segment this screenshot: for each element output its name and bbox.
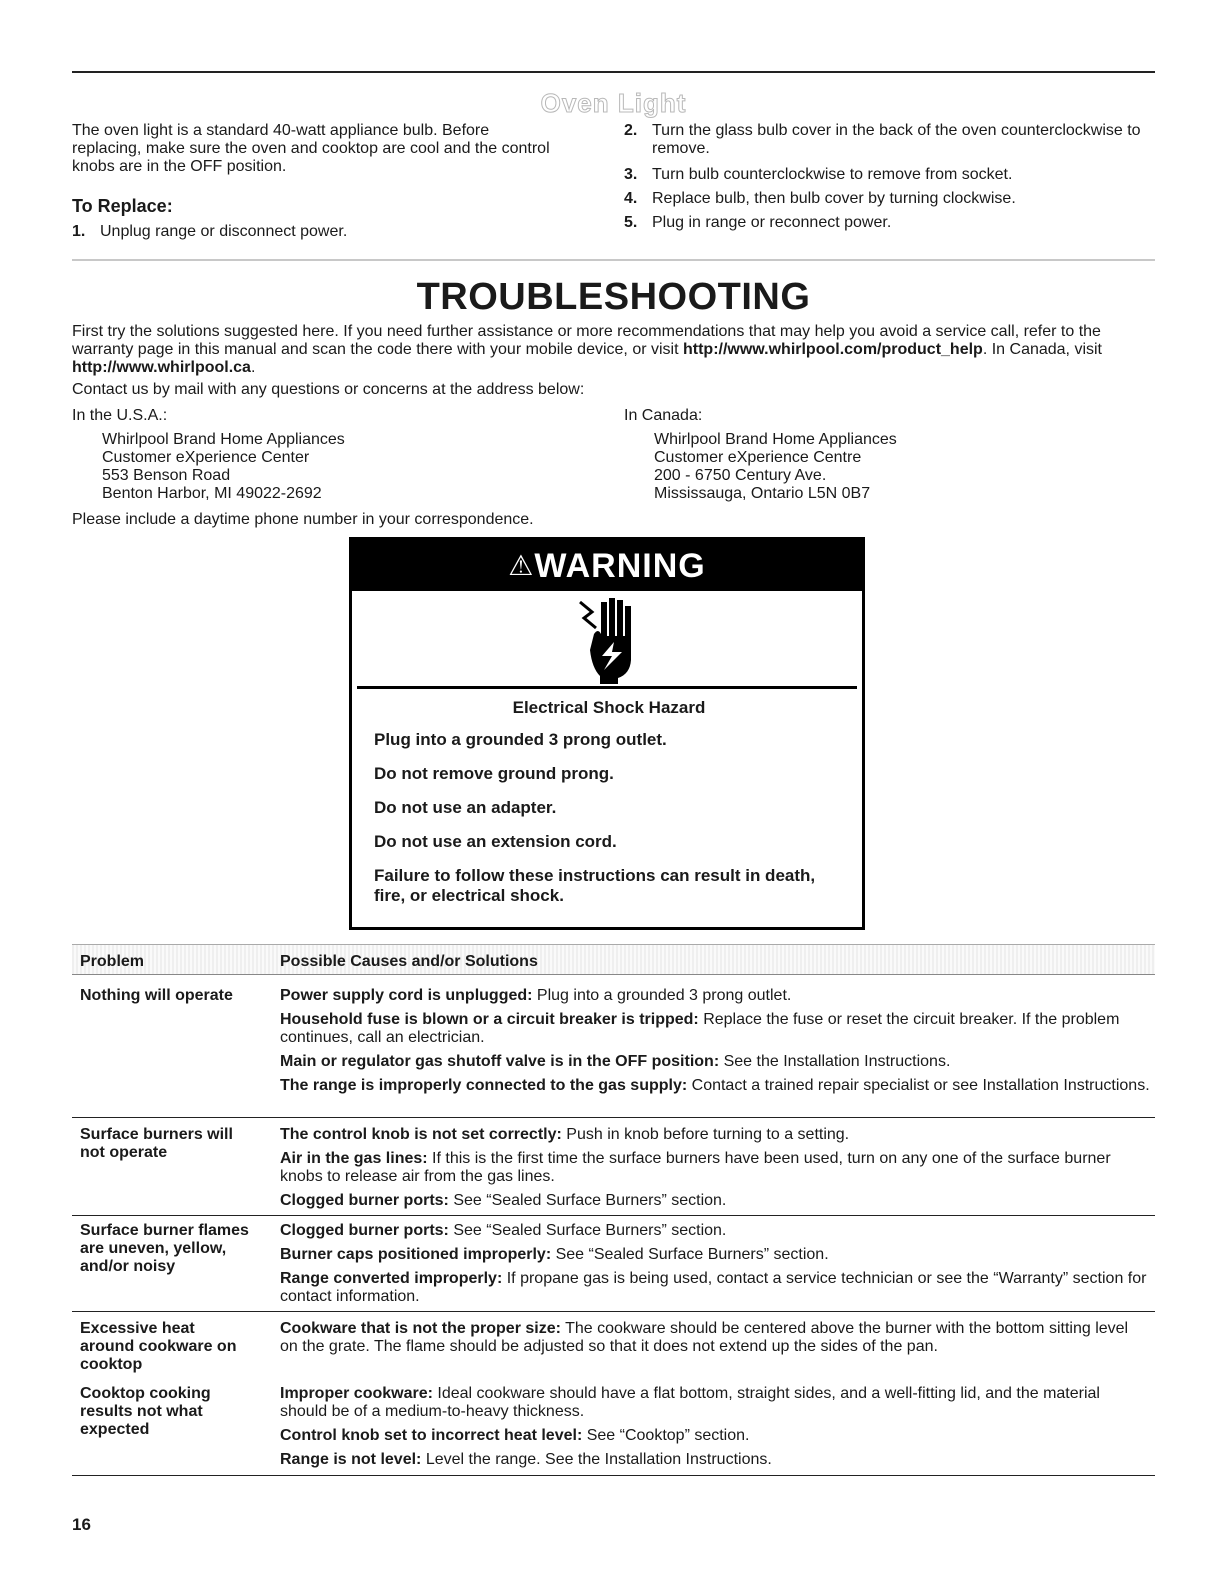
cause-text: Burner caps positioned improperly:: [280, 1246, 552, 1263]
us-label: In the U.S.A.:: [72, 407, 168, 424]
problem-cell: Surface burner flames are uneven, yellow, and/or noisy: [80, 1222, 249, 1275]
cause-text: Control knob set to incorrect heat level:: [280, 1427, 583, 1444]
solution-item: [280, 1222, 1150, 1240]
to-replace-heading: To Replace:: [72, 196, 173, 216]
problem-cell: Surface burners will not operate: [80, 1126, 233, 1161]
replace-step: [624, 214, 1144, 232]
warning-line: Do not remove ground prong.: [374, 764, 614, 783]
address-line: Mississauga, Ontario L5N 0B7: [654, 485, 871, 502]
table-header-band: [72, 944, 1155, 974]
replace-step: [624, 166, 1144, 184]
problem-cell: Excessive heat around cookware on cooktop: [80, 1320, 237, 1373]
problem-cell: Nothing will operate: [80, 987, 233, 1004]
solution-item: [280, 1192, 1150, 1210]
warning-line: Do not use an adapter.: [374, 798, 557, 817]
row-divider: [72, 1311, 1155, 1312]
step-number: 4.: [624, 190, 638, 207]
electric-shock-hand-icon: [357, 594, 857, 686]
solutions-cell: [280, 987, 1150, 1101]
ca-address-block: [624, 407, 1144, 503]
cause-text: The range is improperly connected to the gas supply:: [280, 1077, 688, 1094]
fix-text: Contact a trained repair specialist or see Installation Instructions.: [687, 1077, 1150, 1094]
step-text: Replace bulb, then bulb cover by turning clockwise.: [652, 190, 1016, 207]
warning-body: [374, 698, 844, 920]
whirlpool-ca-link[interactable]: http://www.whirlpool.ca: [72, 359, 251, 376]
solution-item: [280, 1320, 1150, 1356]
step-number: 5.: [624, 214, 638, 231]
solution-item: [280, 1053, 1150, 1071]
row-divider: [72, 1215, 1155, 1216]
warning-line: Do not use an extension cord.: [374, 832, 617, 851]
solution-item: [280, 1077, 1150, 1095]
fix-text: See “Cooktop” section.: [582, 1427, 750, 1444]
intro-text: First try the solutions suggested here. If you need further assistance or more recommendations that may help you avoid a service call, refer to the warranty page in this manual and scan the code there with your mobile device, or visit: [72, 323, 1101, 358]
cause-text: The control knob is not set correctly:: [280, 1126, 562, 1143]
solution-item: [280, 1150, 1150, 1186]
cause-text: Household fuse is blown or a circuit breaker is tripped:: [280, 1011, 699, 1028]
cause-text: Clogged burner ports:: [280, 1192, 449, 1209]
table-header-rule: [72, 974, 1155, 975]
intro-text: .: [250, 359, 256, 376]
manual-page: [72, 0, 1155, 1585]
replace-step: [624, 122, 1144, 158]
table-bottom-rule: [72, 1475, 1155, 1476]
cause-text: Clogged burner ports:: [280, 1222, 449, 1239]
warning-line: Failure to follow these instructions can result in death, fire, or electrical shock.: [374, 866, 816, 905]
solution-item: [280, 1246, 1150, 1264]
table-top-rule: [72, 944, 1155, 945]
address-line: 200 - 6750 Century Ave.: [654, 467, 827, 484]
step-text: Turn bulb counterclockwise to remove from socket.: [652, 166, 1013, 183]
cause-text: Main or regulator gas shutoff valve is in the OFF position:: [280, 1053, 720, 1070]
whirlpool-us-link[interactable]: http://www.whirlpool.com/product_help: [682, 341, 983, 358]
include-phone-note: Please include a daytime phone number in your correspondence.: [72, 511, 534, 528]
cause-text: Range converted improperly:: [280, 1270, 503, 1287]
fix-text: Level the range. See the Installation Instructions.: [421, 1451, 772, 1468]
replace-step: [624, 190, 1144, 208]
contact-text: Contact us by mail with any questions or concerns at the address below:: [72, 381, 585, 398]
page-number: 16: [72, 1515, 91, 1534]
warning-box: [349, 537, 865, 930]
cause-text: Improper cookware:: [280, 1385, 433, 1402]
cause-text: Range is not level:: [280, 1451, 422, 1468]
intro-text: . In Canada, visit: [982, 341, 1102, 358]
warning-header: [352, 540, 862, 591]
oven-light-right-column: [624, 122, 1144, 236]
cause-text: Air in the gas lines:: [280, 1150, 428, 1167]
oven-light-left-column: [72, 122, 552, 245]
address-line: Whirlpool Brand Home Appliances: [654, 431, 897, 448]
section-divider: [72, 259, 1155, 261]
problem-cell: Cooktop cooking results not what expected: [80, 1385, 211, 1438]
fix-text: See “Sealed Surface Burners” section.: [551, 1246, 829, 1263]
solution-item: [280, 987, 1150, 1005]
step-text: Turn the glass bulb cover in the back of the oven counterclockwise to remove.: [652, 122, 1141, 157]
address-line: Whirlpool Brand Home Appliances: [102, 431, 345, 448]
solutions-cell: [280, 1222, 1150, 1312]
column-header-solutions: Possible Causes and/or Solutions: [280, 953, 538, 970]
cause-text: Power supply cord is unplugged:: [280, 987, 533, 1004]
fix-text: If propane gas is being used, contact a service technician or see the “Warranty” section for contact information.: [280, 1270, 1147, 1305]
fix-text: Push in knob before turning to a setting.: [561, 1126, 850, 1143]
ca-address: [624, 431, 1144, 503]
solution-item: [280, 1126, 1150, 1144]
warning-line: Plug into a grounded 3 prong outlet.: [374, 730, 667, 749]
hazard-title: Electrical Shock Hazard: [512, 698, 706, 717]
solutions-cell: [280, 1385, 1150, 1475]
step-number: 3.: [624, 166, 638, 183]
ca-label: In Canada:: [624, 407, 703, 424]
us-address-block: [72, 407, 592, 503]
troubleshooting-title: TROUBLESHOOTING: [416, 276, 811, 318]
oven-light-title: Oven Light: [540, 88, 687, 118]
address-line: Customer eXperience Centre: [654, 449, 862, 466]
cause-text: Cookware that is not the proper size:: [280, 1320, 561, 1337]
solution-item: [280, 1270, 1150, 1306]
troubleshooting-intro: [72, 323, 1155, 399]
warning-label: WARNING: [534, 547, 706, 585]
solution-item: [280, 1385, 1150, 1421]
column-header-problem: Problem: [80, 953, 145, 970]
address-line: 553 Benson Road: [102, 467, 231, 484]
top-divider: [72, 71, 1155, 73]
step-number: 2.: [624, 122, 638, 139]
fix-text: Plug into a grounded 3 prong outlet.: [532, 987, 792, 1004]
step-text: Plug in range or reconnect power.: [652, 214, 892, 231]
intro-paragraph: [72, 323, 1155, 377]
address-line: Benton Harbor, MI 49022-2692: [102, 485, 322, 502]
warning-pictogram-area: [357, 594, 857, 689]
fix-text: Replace the fuse or reset the circuit breaker. If the problem continues, call an electrician.: [280, 1011, 1120, 1046]
solution-item: [280, 1011, 1150, 1047]
fix-text: See “Sealed Surface Burners” section.: [448, 1192, 727, 1209]
warning-triangle-icon: ⚠: [508, 550, 535, 581]
solution-item: [280, 1427, 1150, 1445]
step-text: Unplug range or disconnect power.: [100, 223, 348, 240]
us-address: [72, 431, 592, 503]
replace-step: [72, 223, 552, 241]
fix-text: The cookware should be centered above the burner with the bottom sitting level on the grate. The flame should be adjusted so that it does not extend up the sides of the pan.: [280, 1320, 1129, 1355]
fix-text: See “Sealed Surface Burners” section.: [448, 1222, 727, 1239]
row-divider: [72, 1117, 1155, 1118]
solutions-cell: [280, 1320, 1150, 1362]
step-number: 1.: [72, 223, 86, 240]
fix-text: See the Installation Instructions.: [719, 1053, 951, 1070]
oven-light-intro: The oven light is a standard 40-watt appliance bulb. Before replacing, make sure the oven and cooktop are cool and the control knobs are in the OFF position.: [72, 122, 550, 175]
solution-item: [280, 1451, 1150, 1469]
address-line: Customer eXperience Center: [102, 449, 310, 466]
solutions-cell: [280, 1126, 1150, 1216]
fix-text: If this is the first time the surface burners have been used, turn on any one of the surface burner knobs to release air from the gas lines.: [280, 1150, 1111, 1185]
fix-text: Ideal cookware should have a flat bottom, straight sides, and a well-fitting lid, and the material should be of a medium-to-heavy thickness.: [280, 1385, 1100, 1420]
